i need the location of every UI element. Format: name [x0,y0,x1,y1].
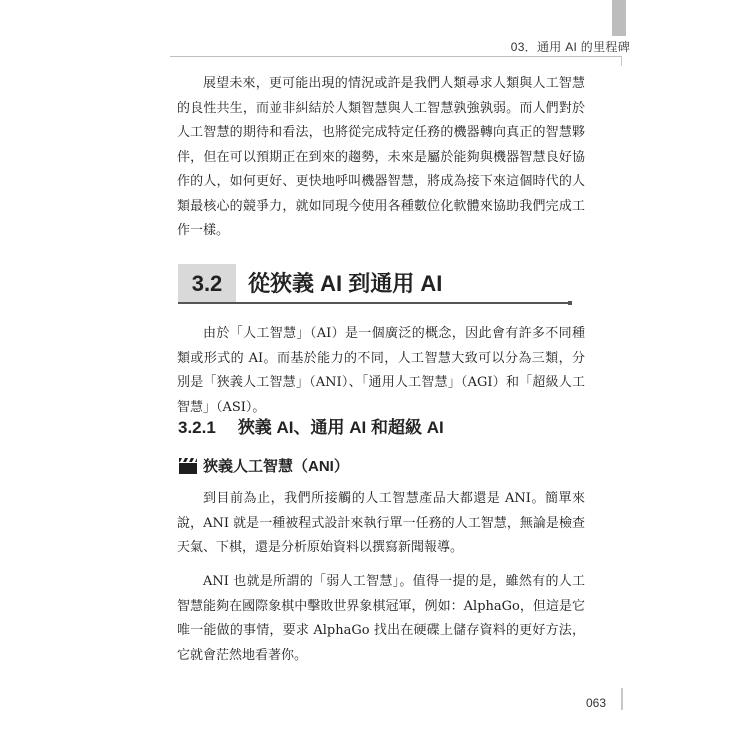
subsection-number: 3.2.1 [178,418,216,437]
subsection-heading [178,413,444,438]
topic-heading: 狹義人工智慧（ANI） [203,458,349,475]
section-title: 從狹義 AI 到通用 AI [248,271,443,296]
section-intro-paragraph: 由於「人工智慧」（AI）是一個廣泛的概念，因此會有許多不同種類或形式的 AI。而基於能力的不同，人工智慧大致可以分為三類，分別是「狹義人工智慧」（ANI）、「通用人工智慧」（AGI）和「超級人工智慧」（ASI）。 [177,326,585,415]
running-header: 03．通用 AI 的里程碑 [510,40,630,54]
page-number: 063 [586,696,607,710]
subsection-title: 狹義 AI、通用 AI 和超級 AI [237,418,444,437]
chapter-tab-marker [612,0,626,36]
header-divider [170,56,622,57]
section-divider-end [568,301,572,305]
page-number-tick [621,688,623,710]
intro-paragraph: 展望未來，更可能出現的情況或許是我們人類尋求人類與人工智慧的良性共生，而並非糾結於人類智慧與人工智慧孰強孰弱。而人們對於人工智慧的期待和看法，也將從完成特定任務的機器轉向真正的智慧夥伴，但在可以預期正在到來的趨勢，未來是屬於能夠與機器智慧良好協作的人，如何更好、更快地呼叫機器智慧，將成為接下來這個時代的人類最核心的競爭力，就如同現今使用各種數位化軟體來協助我們完成工作一樣。 [177,76,585,238]
ani-paragraph-1: 到目前為止，我們所接觸的人工智慧產品大都還是 ANI。簡單來說，ANI 就是一種被程式設計來執行單一任務的人工智慧，無論是檢查天氣、下棋，還是分析原始資料以撰寫新聞報導。 [177,491,585,555]
ani-paragraph-2: ANI 也就是所謂的「弱人工智慧」。值得一提的是，雖然有的人工智慧能夠在國際象棋中擊敗世界象棋冠軍，例如：AlphaGo，但這是它唯一能做的事情，要求 AlphaGo 找出在硬碟上儲存資料的更好方法，它就會茫然地看著你。 [177,574,585,663]
margin-line [621,56,622,66]
clapperboard-icon [178,457,198,475]
section-number: 3.2 [178,264,236,304]
section-divider [178,302,568,304]
